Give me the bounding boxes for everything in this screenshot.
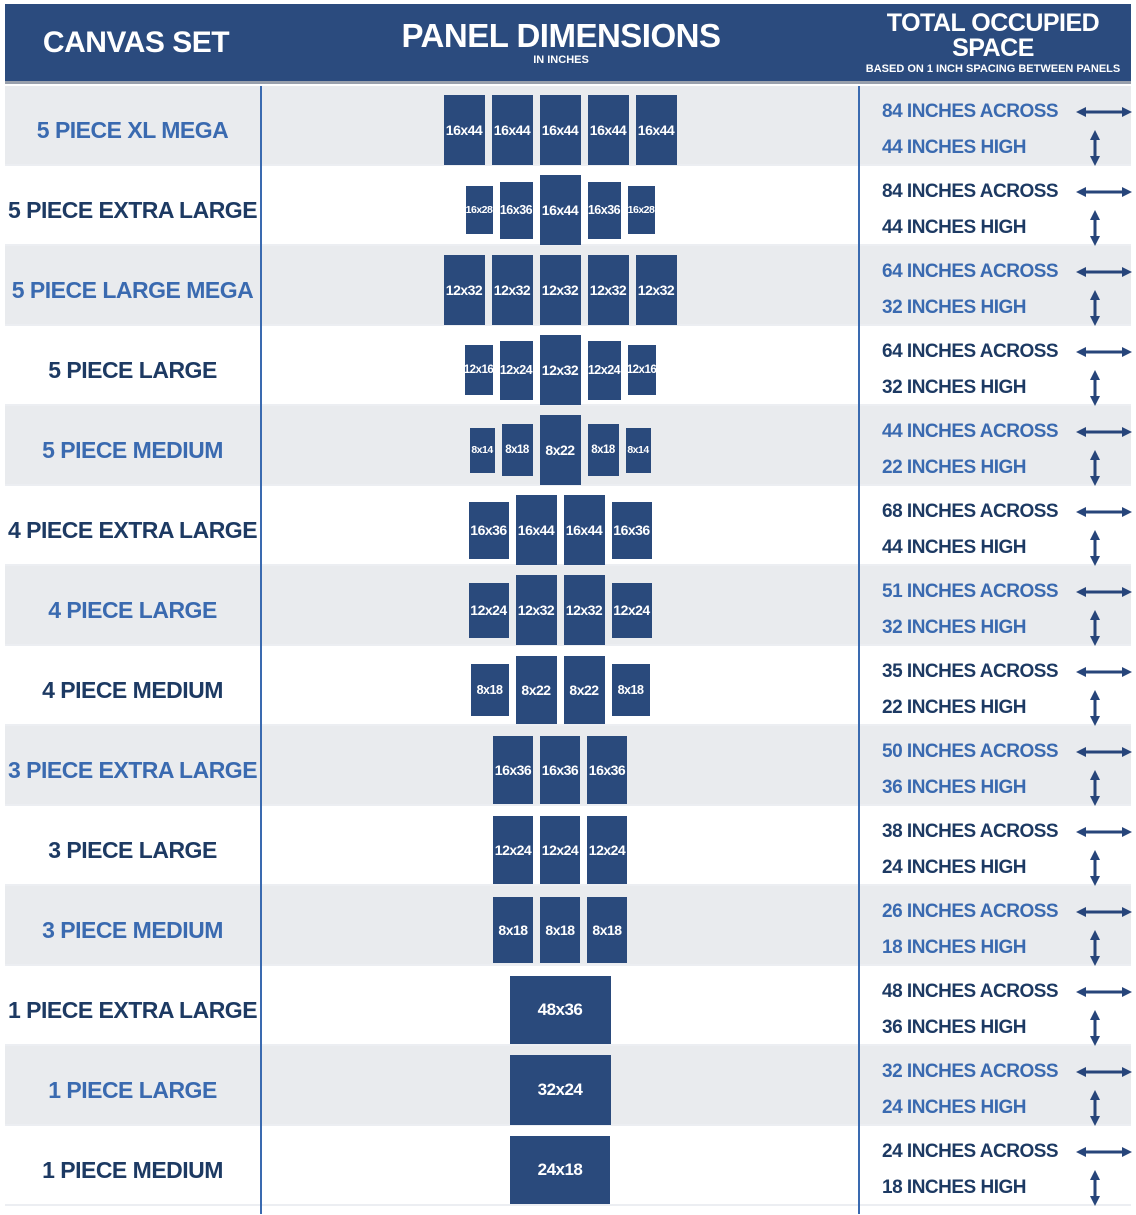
horizontal-arrow-icon	[1058, 186, 1132, 198]
canvas-panel: 16x44	[564, 495, 605, 565]
header-canvas-set	[5, 25, 267, 59]
canvas-panel: 12x24	[587, 816, 627, 884]
canvas-panel: 12x32	[636, 255, 677, 325]
panel-diagram	[262, 646, 858, 734]
canvas-panel: 12x24	[612, 583, 652, 638]
horizontal-arrow-icon	[1058, 106, 1132, 118]
panel-diagram	[262, 326, 858, 414]
canvas-set-name: 4 PIECE MEDIUM	[42, 676, 223, 703]
panel-diagram	[262, 1126, 858, 1214]
canvas-panel: 8x22	[540, 415, 581, 485]
inches-high-text: 44 INCHES HIGH	[882, 537, 1026, 558]
panel-diagram	[262, 246, 858, 334]
horizontal-arrow-icon	[1058, 1146, 1132, 1158]
canvas-panel: 16x36	[500, 182, 533, 239]
vertical-arrow-icon	[1058, 930, 1132, 966]
vertical-arrow-icon	[1058, 210, 1132, 246]
vertical-arrow-icon	[1058, 130, 1132, 166]
inches-high-text: 22 INCHES HIGH	[882, 697, 1026, 718]
inches-across-text: 50 INCHES ACROSS	[882, 741, 1059, 762]
horizontal-arrow-icon	[1058, 746, 1132, 758]
canvas-panel: 12x16	[628, 345, 656, 395]
canvas-panel: 12x24	[588, 341, 621, 400]
occupied-space-cell	[858, 886, 1136, 974]
canvas-panel: 16x44	[492, 95, 533, 165]
table-row	[5, 406, 1131, 486]
occupied-space-cell	[858, 486, 1136, 574]
panel-diagram	[262, 886, 858, 974]
header-panel-dimensions-subtitle: IN INCHES	[533, 54, 589, 66]
panel-diagram	[262, 966, 858, 1054]
occupied-space-cell	[858, 566, 1136, 654]
canvas-panel: 16x44	[516, 495, 557, 565]
table-row	[5, 246, 1131, 326]
canvas-set-cell	[5, 646, 262, 734]
canvas-set-name: 1 PIECE MEDIUM	[42, 1156, 223, 1183]
canvas-panel: 48x36	[510, 976, 611, 1044]
canvas-panel: 8x22	[564, 656, 605, 724]
canvas-set-name: 5 PIECE LARGE	[48, 356, 217, 383]
panel-diagram	[262, 1046, 858, 1134]
canvas-set-cell	[5, 1126, 262, 1214]
canvas-panel: 12x32	[492, 255, 533, 325]
occupied-space-cell	[858, 806, 1136, 894]
horizontal-arrow-icon	[1058, 826, 1132, 838]
occupied-space-cell	[858, 1126, 1136, 1214]
horizontal-arrow-icon	[1058, 986, 1132, 998]
table-row	[5, 566, 1131, 646]
vertical-arrow-icon	[1058, 1010, 1132, 1046]
canvas-set-name: 5 PIECE EXTRA LARGE	[7, 196, 258, 223]
table-row	[5, 726, 1131, 806]
canvas-panel: 16x36	[493, 736, 533, 804]
canvas-set-name: 5 PIECE LARGE MEGA	[11, 276, 254, 303]
canvas-panel: 16x44	[444, 95, 485, 165]
canvas-panel: 16x36	[587, 736, 627, 804]
occupied-space-cell	[858, 1046, 1136, 1134]
canvas-panel: 8x18	[612, 664, 650, 716]
inches-high-text: 32 INCHES HIGH	[882, 297, 1026, 318]
canvas-panel: 24x18	[510, 1136, 610, 1204]
inches-high-text: 22 INCHES HIGH	[882, 457, 1026, 478]
header-panel-dimensions-title: PANEL DIMENSIONS	[401, 17, 721, 54]
canvas-panel: 16x36	[612, 502, 652, 559]
vertical-arrow-icon	[1058, 1090, 1132, 1126]
horizontal-arrow-icon	[1058, 906, 1132, 918]
panel-diagram	[262, 726, 858, 814]
canvas-set-cell	[5, 406, 262, 494]
canvas-set-cell	[5, 166, 262, 254]
panel-diagram	[262, 166, 858, 254]
panel-diagram	[262, 486, 858, 574]
canvas-panel: 12x24	[540, 816, 580, 884]
inches-high-text: 36 INCHES HIGH	[882, 777, 1026, 798]
canvas-set-name: 1 PIECE EXTRA LARGE	[7, 996, 258, 1023]
horizontal-arrow-icon	[1058, 426, 1132, 438]
canvas-set-name: 4 PIECE LARGE	[48, 596, 217, 623]
inches-high-text: 24 INCHES HIGH	[882, 1097, 1026, 1118]
horizontal-arrow-icon	[1058, 666, 1132, 678]
canvas-panel: 8x18	[502, 424, 533, 476]
canvas-set-cell	[5, 566, 262, 654]
canvas-set-name: 3 PIECE MEDIUM	[42, 916, 223, 943]
canvas-set-cell	[5, 806, 262, 894]
table-row	[5, 166, 1131, 246]
table-row	[5, 1046, 1131, 1126]
table-row	[5, 966, 1131, 1046]
canvas-panel: 8x18	[493, 897, 533, 963]
panel-diagram	[262, 566, 858, 654]
occupied-space-cell	[858, 726, 1136, 814]
inches-across-text: 44 INCHES ACROSS	[882, 421, 1059, 442]
canvas-panel: 16x36	[540, 736, 580, 804]
inches-across-text: 35 INCHES ACROSS	[882, 661, 1059, 682]
table-row	[5, 86, 1131, 166]
canvas-set-name: 3 PIECE LARGE	[48, 836, 217, 863]
inches-high-text: 44 INCHES HIGH	[882, 217, 1026, 238]
canvas-panel: 16x28	[466, 186, 493, 234]
canvas-panel: 16x44	[588, 95, 629, 165]
inches-across-text: 24 INCHES ACROSS	[882, 1141, 1059, 1162]
table-row	[5, 1126, 1131, 1206]
inches-across-text: 38 INCHES ACROSS	[882, 821, 1059, 842]
inches-across-text: 32 INCHES ACROSS	[882, 1061, 1059, 1082]
table-row	[5, 886, 1131, 966]
inches-across-text: 51 INCHES ACROSS	[882, 581, 1059, 602]
canvas-panel: 12x24	[493, 816, 533, 884]
canvas-panel: 12x16	[465, 345, 493, 395]
occupied-space-cell	[858, 86, 1136, 174]
header-canvas-set-title: CANVAS SET	[42, 25, 230, 59]
table-row	[5, 806, 1131, 886]
canvas-panel: 12x32	[564, 575, 605, 645]
canvas-set-cell	[5, 726, 262, 814]
canvas-set-cell	[5, 86, 262, 174]
header-occupied-space-title: TOTAL OCCUPIED SPACE	[886, 8, 1100, 62]
canvas-panel: 12x32	[540, 335, 581, 405]
canvas-set-cell	[5, 966, 262, 1054]
canvas-panel: 32x24	[510, 1055, 611, 1125]
canvas-set-name: 5 PIECE MEDIUM	[42, 436, 223, 463]
canvas-panel: 8x18	[471, 664, 509, 716]
vertical-arrow-icon	[1058, 770, 1132, 806]
inches-high-text: 36 INCHES HIGH	[882, 1017, 1026, 1038]
canvas-set-cell	[5, 486, 262, 574]
canvas-panel: 12x32	[516, 575, 557, 645]
canvas-panel: 16x36	[588, 182, 621, 239]
inches-across-text: 64 INCHES ACROSS	[882, 341, 1059, 362]
canvas-set-cell	[5, 886, 262, 974]
vertical-arrow-icon	[1058, 530, 1132, 566]
occupied-space-cell	[858, 326, 1136, 414]
occupied-space-cell	[858, 646, 1136, 734]
inches-high-text: 32 INCHES HIGH	[882, 377, 1026, 398]
canvas-panel: 8x14	[626, 428, 651, 473]
inches-high-text: 24 INCHES HIGH	[882, 857, 1026, 878]
vertical-arrow-icon	[1058, 1170, 1132, 1206]
header-occupied-space-subtitle: BASED ON 1 INCH SPACING BETWEEN PANELS	[865, 62, 1121, 75]
canvas-panel: 16x44	[540, 175, 581, 245]
horizontal-arrow-icon	[1058, 586, 1132, 598]
canvas-panel: 8x22	[516, 656, 557, 724]
canvas-set-cell	[5, 246, 262, 334]
inches-across-text: 84 INCHES ACROSS	[882, 101, 1059, 122]
occupied-space-cell	[858, 166, 1136, 254]
vertical-arrow-icon	[1058, 610, 1132, 646]
canvas-panel: 12x32	[540, 255, 581, 325]
canvas-panel: 12x24	[500, 341, 533, 400]
header-panel-dimensions	[267, 19, 855, 66]
panel-diagram	[262, 806, 858, 894]
canvas-set-name: 3 PIECE EXTRA LARGE	[7, 756, 258, 783]
canvas-set-cell	[5, 1046, 262, 1134]
canvas-panel: 16x44	[636, 95, 677, 165]
canvas-set-name: 1 PIECE LARGE	[48, 1076, 217, 1103]
inches-across-text: 84 INCHES ACROSS	[882, 181, 1059, 202]
table-body	[5, 86, 1131, 1206]
table-row	[5, 326, 1131, 406]
horizontal-arrow-icon	[1058, 506, 1132, 518]
canvas-set-name: 5 PIECE XL MEGA	[36, 116, 229, 143]
inches-across-text: 64 INCHES ACROSS	[882, 261, 1059, 282]
panel-diagram	[262, 86, 858, 174]
horizontal-arrow-icon	[1058, 1066, 1132, 1078]
table-header	[5, 4, 1131, 84]
canvas-panel: 12x24	[469, 583, 509, 638]
occupied-space-cell	[858, 406, 1136, 494]
occupied-space-cell	[858, 246, 1136, 334]
table-row	[5, 486, 1131, 566]
canvas-panel: 8x14	[470, 428, 495, 473]
canvas-panel: 8x18	[540, 897, 580, 963]
vertical-arrow-icon	[1058, 370, 1132, 406]
inches-high-text: 44 INCHES HIGH	[882, 137, 1026, 158]
vertical-arrow-icon	[1058, 690, 1132, 726]
table-row	[5, 646, 1131, 726]
canvas-set-name: 4 PIECE EXTRA LARGE	[7, 516, 258, 543]
inches-across-text: 26 INCHES ACROSS	[882, 901, 1059, 922]
canvas-set-cell	[5, 326, 262, 414]
inches-across-text: 68 INCHES ACROSS	[882, 501, 1059, 522]
canvas-panel: 8x18	[587, 897, 627, 963]
inches-high-text: 18 INCHES HIGH	[882, 937, 1026, 958]
vertical-arrow-icon	[1058, 290, 1132, 326]
canvas-panel: 8x18	[588, 424, 619, 476]
vertical-arrow-icon	[1058, 850, 1132, 886]
header-occupied-space	[855, 8, 1131, 75]
horizontal-arrow-icon	[1058, 346, 1132, 358]
canvas-panel: 16x36	[469, 502, 509, 559]
inches-high-text: 32 INCHES HIGH	[882, 617, 1026, 638]
panel-diagram	[262, 406, 858, 494]
canvas-panel: 16x28	[628, 186, 655, 234]
canvas-panel: 16x44	[540, 95, 581, 165]
canvas-panel: 12x32	[444, 255, 485, 325]
horizontal-arrow-icon	[1058, 266, 1132, 278]
canvas-panel: 12x32	[588, 255, 629, 325]
inches-across-text: 48 INCHES ACROSS	[882, 981, 1059, 1002]
occupied-space-cell	[858, 966, 1136, 1054]
inches-high-text: 18 INCHES HIGH	[882, 1177, 1026, 1198]
vertical-arrow-icon	[1058, 450, 1132, 486]
